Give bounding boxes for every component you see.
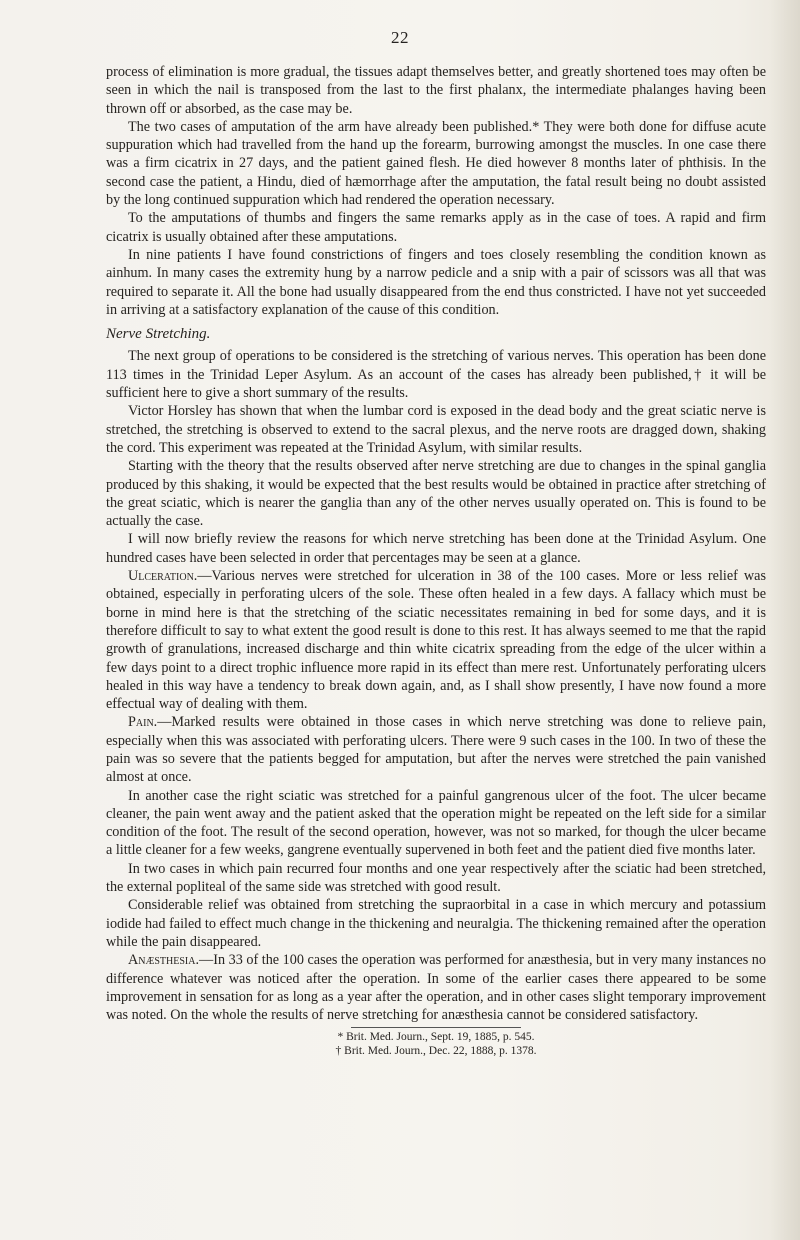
run-in-heading: Anæsthesia.	[128, 952, 200, 969]
paragraph-text: Victor Horsley has shown that when the lumbar cord is exposed in the dead body and the great sciatic nerve is stretched, the stretching is observed to extend to the sacral plexus, and the nerve roots are dragged down, shaking the cord. This experiment was repeated at the Trinidad Asylum, with similar results.	[106, 403, 766, 456]
paragraph-text: I will now briefly review the reasons for which nerve stretching has been done at the Trinidad Asylum. One hundred cases have been selected in order that percentages may be seen at a glance.	[106, 531, 766, 566]
paragraph	[106, 567, 766, 713]
paragraph-text: —Various nerves were stretched for ulceration in 38 of the 100 cases. More or less relief was obtained, especially in perforating ulcers of the sole. These often healed in a few days. A fallacy which must be borne in mind here is that the stretching of the sciatic necessitates remaining in bed for some days, and it is therefore difficult to say to what extent the good result is done to this rest. It has always seemed to me that the rapid growth of granulations, increased discharge and thin white cicatrix spreading from the edge of the ulcer within a few days point to a direct trophic influence more rapid in its effect than mere rest. Unfortunately perforating ulcers healed in this way have a tendency to break down again, and, as I shall show presently, I have now found a more effectual way of dealing with them.	[106, 568, 766, 713]
run-in-heading: Pain.	[128, 714, 158, 731]
paragraph-text: Starting with the theory that the results observed after nerve stretching are due to changes in the spinal ganglia produced by this shaking, it would be expected that the best results would be obtained in practice after stretching of the great sciatic, which is nearer the ganglia than any of the other nerves usually operated on. This is found to be actually the case.	[106, 458, 766, 530]
paragraph-text: —In 33 of the 100 cases the operation was performed for anæsthesia, but in very many instances no difference whatever was noticed after the operation. In some of the earlier cases there appeared to be some improvement in sensation for as long as a year after the operation, and in other cases slight temporary improvement was noted. On the whole the results of nerve stretching for anæsthesia cannot be considered satisfactory.	[106, 952, 766, 1024]
section-heading-text: Nerve Stretching.	[106, 326, 211, 343]
paragraph-text: process of elimination is more gradual, the tissues adapt themselves better, and greatly shortened toes may often be seen in which the nail is transposed from the last to the first phalanx, the intermediate phalanges having been thrown off or absorbed, as the case may be.	[106, 64, 766, 117]
paragraph	[106, 63, 766, 118]
body-text	[106, 63, 766, 1058]
section-heading	[106, 325, 766, 343]
page-edge-shadow	[770, 0, 800, 1240]
footnote: † Brit. Med. Journ., Dec. 22, 1888, p. 1378.	[335, 1045, 537, 1058]
paragraph-text: To the amputations of thumbs and fingers the same remarks apply as in the case of toes. A rapid and firm cicatrix is usually obtained after these amputations.	[106, 210, 766, 245]
paragraph-text: In two cases in which pain recurred four months and one year respectively after the sciatic had been stretched, the external popliteal of the same side was stretched with good result.	[106, 860, 766, 896]
paragraph	[106, 713, 766, 786]
page-number: 22	[391, 28, 409, 47]
paragraph	[106, 118, 766, 209]
paragraph	[106, 530, 766, 567]
paragraph-text: Considerable relief was obtained from stretching the supraorbital in a case in which mercury and potassium iodide had failed to effect much change in the thickening and neuralgia. The thickening remained after the operation while the pain disappeared.	[106, 897, 766, 950]
paragraph	[106, 896, 766, 951]
footnote: * Brit. Med. Journ., Sept. 19, 1885, p. 545.	[337, 1031, 535, 1044]
footnotes	[106, 1030, 766, 1058]
paragraph-text: In another case the right sciatic was stretched for a painful gangrenous ulcer of the foot. The ulcer became cleaner, the pain went away and the patient asked that the operation might be repeated on the left side for a similar condition of the foot. The result of the second operation, however, was not so marked, for though the ulcer became a little cleaner for a few weeks, gangrene eventually supervened in both feet and the patient died five months later.	[106, 787, 766, 859]
paragraph-text: In nine patients I have found constrictions of fingers and toes closely resembling the condition known as ainhum. In many cases the extremity hung by a narrow pedicle and a snip with a pair of scissors was all that was required to separate it. All the bone had usually disappeared from the end thus constricted. I have not yet succeeded in arriving at a satisfactory explanation of the cause of this condition.	[106, 246, 766, 318]
paragraph	[106, 860, 766, 897]
paragraph-text: —Marked results were obtained in those cases in which nerve stretching was done to relieve pain, especially when this was associated with perforating ulcers. There were 9 such cases in the 100. In two of these the pain was so severe that the patients begged for amputation, but after the nerves were stretched the pain vanished almost at once.	[106, 714, 766, 786]
paragraph	[106, 457, 766, 530]
run-in-heading: Ulceration.	[128, 568, 198, 585]
paragraph-text: The two cases of amputation of the arm have already been published.* They were both done for diffuse acute suppuration which had travelled from the hand up the forearm, burrowing amongst the muscles. In one case there was a firm cicatrix in 27 days, and the patient gained flesh. He died however 8 months later of phthisis. In the second case the patient, a Hindu, died of hæmorrhage after the amputation, the fatal result being no doubt assisted by the long continued suppuration which had rendered the operation necessary.	[106, 118, 766, 209]
footnote-rule	[351, 1027, 521, 1028]
paragraph	[106, 951, 766, 1024]
paragraph	[106, 246, 766, 319]
paragraph	[106, 209, 766, 246]
paragraph	[106, 787, 766, 860]
paragraph-text: The next group of operations to be considered is the stretching of various nerves. This operation has been done 113 times in the Trinidad Leper Asylum. As an account of the cases has already been published,† it will be sufficient here to give a short summary of the results.	[106, 348, 766, 402]
paragraph	[106, 402, 766, 457]
paragraph	[106, 347, 766, 402]
